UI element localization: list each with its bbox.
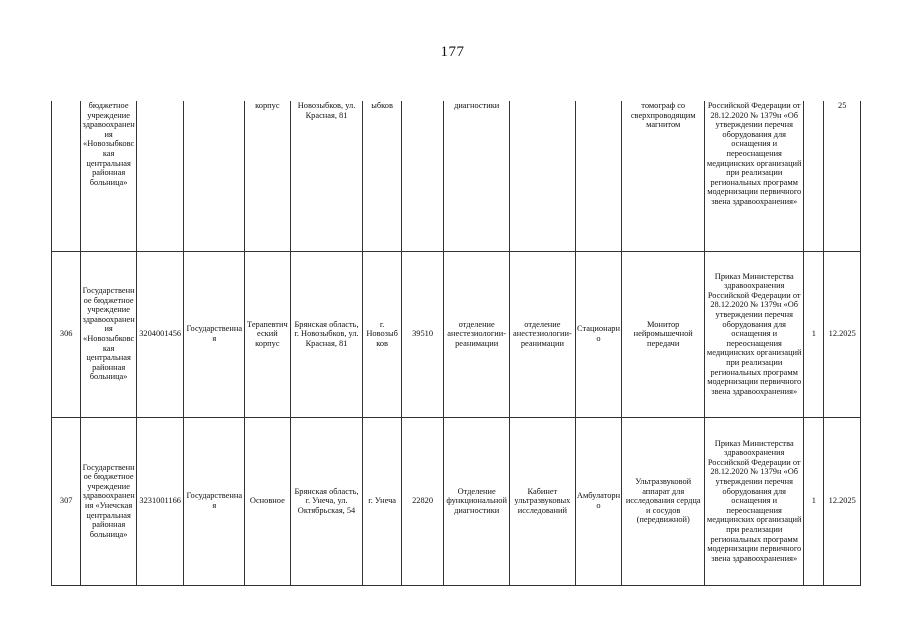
department-cell: диагностики [444, 101, 510, 251]
quantity-cell [804, 101, 824, 251]
room-cell: Кабинет ультразвуковых исследований [510, 417, 576, 585]
building-cell: корпус [245, 101, 291, 251]
equipment-cell: Монитор нейромышечной передачи [622, 251, 705, 417]
table-row [52, 251, 861, 417]
page-number: 177 [440, 44, 465, 60]
ownership-form-cell [184, 101, 245, 251]
address-cell: Брянская область, г. Унеча, ул. Октябрьская, 54 [290, 417, 363, 585]
org-code-cell: 3231001166 [136, 417, 184, 585]
row-number-cell: 307 [52, 417, 81, 585]
address-cell: Брянская область, г. Новозыбков, ул. Красная, 81 [290, 251, 363, 417]
quantity-cell: 1 [804, 251, 824, 417]
department-cell: отделение анестезиологии-реанимации [444, 251, 510, 417]
ownership-form-cell: Государственная [184, 251, 245, 417]
department-cell: Отделение функциональной диагностики [444, 417, 510, 585]
delivery-date-cell: 25 [824, 101, 861, 251]
equipment-cell: Ультразвуковой аппарат для исследования сердца и сосудов (передвижной) [622, 417, 705, 585]
locality-cell: г. Новозыбков [363, 251, 401, 417]
table-row [52, 101, 861, 251]
locality-cell: ыбков [363, 101, 401, 251]
room-cell: отделение анестезиологии-реанимации [510, 251, 576, 417]
ownership-form-cell: Государственная [184, 417, 245, 585]
address-cell: Новозыбков, ул. Красная, 81 [290, 101, 363, 251]
equipment-table [51, 101, 861, 586]
oktmo-cell: 39510 [401, 251, 443, 417]
care-condition-cell [575, 101, 622, 251]
equipment-cell: томограф со сверхпроводящим магнитом [622, 101, 705, 251]
oktmo-cell: 22820 [401, 417, 443, 585]
quantity-cell: 1 [804, 417, 824, 585]
table-row [52, 417, 861, 585]
row-number-cell [52, 101, 81, 251]
locality-cell: г. Унеча [363, 417, 401, 585]
row-number-cell: 306 [52, 251, 81, 417]
room-cell [510, 101, 576, 251]
oktmo-cell [401, 101, 443, 251]
organization-cell: Государственное бюджетное учреждение здравоохранения «Новозыбковская центральная районная больница» [81, 251, 137, 417]
legal-basis-cell: Приказ Министерства здравоохранения Российской Федерации от 28.12.2020 № 1379н «Об утверждении перечня оборудования для оснащения и переоснащения медицинских организаций при реализации региональных программ модернизации первичного звена здравоохранения» [705, 251, 804, 417]
building-cell: Терапевтический корпус [245, 251, 291, 417]
org-code-cell: 3204001456 [136, 251, 184, 417]
organization-cell: Государственное бюджетное учреждение здравоохранения «Унечская центральная районная больница» [81, 417, 137, 585]
legal-basis-cell: Российской Федерации от 28.12.2020 № 1379н «Об утверждении перечня оборудования для оснащения и переоснащения медицинских организаций при реализации региональных программ модернизации первичного звена здравоохранения» [705, 101, 804, 251]
organization-cell: бюджетное учреждение здравоохранения «Новозыбковская центральная районная больница» [81, 101, 137, 251]
care-condition-cell: Стационарно [575, 251, 622, 417]
delivery-date-cell: 12.2025 [824, 251, 861, 417]
delivery-date-cell: 12.2025 [824, 417, 861, 585]
legal-basis-cell: Приказ Министерства здравоохранения Российской Федерации от 28.12.2020 № 1379н «Об утверждении перечня оборудования для оснащения и переоснащения медицинских организаций при реализации региональных программ модернизации первичного звена здравоохранения» [705, 417, 804, 585]
org-code-cell [136, 101, 184, 251]
care-condition-cell: Амбулаторно [575, 417, 622, 585]
building-cell: Основное [245, 417, 291, 585]
